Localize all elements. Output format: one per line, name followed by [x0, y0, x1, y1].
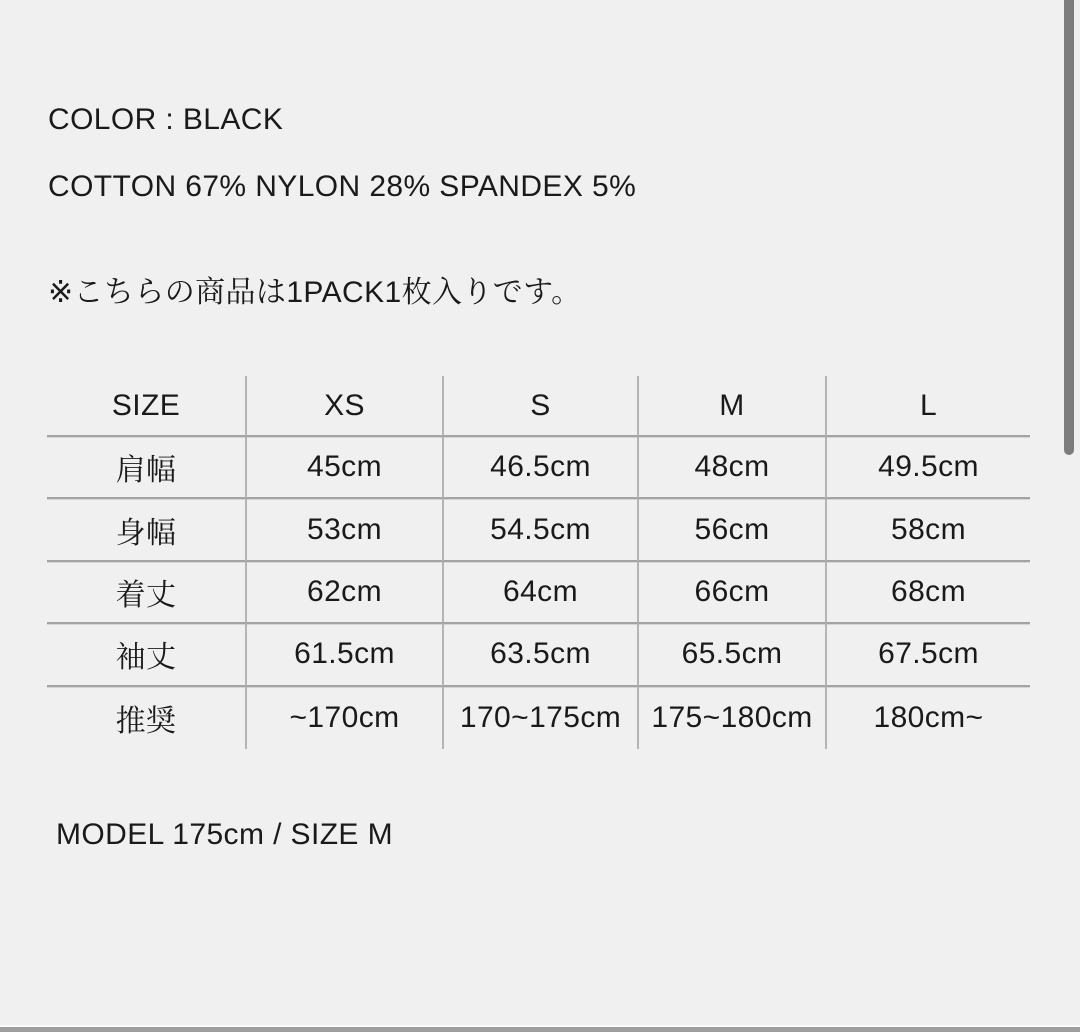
size-table	[47, 376, 1030, 749]
size-table-cell: 67.5cm	[825, 624, 1030, 686]
size-table-cell: 68cm	[825, 562, 1030, 624]
size-table-cell: 58cm	[825, 499, 1030, 561]
size-table-cell: 45cm	[245, 437, 442, 499]
size-table-cell: 62cm	[245, 562, 442, 624]
size-table-cell: 48cm	[637, 437, 825, 499]
size-table-header-size: SIZE	[47, 376, 245, 437]
size-table-cell: 56cm	[637, 499, 825, 561]
size-table-row-label: 身幅	[47, 499, 245, 561]
size-table-cell: 65.5cm	[637, 624, 825, 686]
size-table-cell: 63.5cm	[442, 624, 637, 686]
size-table-cell: 46.5cm	[442, 437, 637, 499]
size-table-header-l: L	[825, 376, 1030, 437]
pack-note-label: ※こちらの商品は1PACK1枚入りです。	[48, 276, 582, 309]
color-label: COLOR : BLACK	[48, 103, 284, 136]
size-table-header-xs: XS	[245, 376, 442, 437]
size-table-cell: 180cm~	[825, 687, 1030, 749]
size-table-row-label: 肩幅	[47, 437, 245, 499]
size-table-cell: ~170cm	[245, 687, 442, 749]
size-table-cell: 175~180cm	[637, 687, 825, 749]
material-composition-label: COTTON 67% NYLON 28% SPANDEX 5%	[48, 170, 637, 203]
size-table-row-label: 袖丈	[47, 624, 245, 686]
size-table-header-m: M	[637, 376, 825, 437]
size-table-cell: 53cm	[245, 499, 442, 561]
size-table-cell: 170~175cm	[442, 687, 637, 749]
scrollbar-thumb[interactable]	[1064, 0, 1074, 455]
size-table-row-label: 着丈	[47, 562, 245, 624]
size-table-row-label: 推奨	[115, 704, 177, 738]
size-table-cell: 54.5cm	[442, 499, 637, 561]
bottom-edge-divider	[0, 1027, 1080, 1032]
size-table-header-s: S	[442, 376, 637, 437]
model-info-label: MODEL 175cm / SIZE M	[56, 818, 393, 851]
size-table-cell: 61.5cm	[245, 624, 442, 686]
size-table-cell: 66cm	[637, 562, 825, 624]
size-table-cell: 49.5cm	[825, 437, 1030, 499]
size-table-cell: 64cm	[442, 562, 637, 624]
